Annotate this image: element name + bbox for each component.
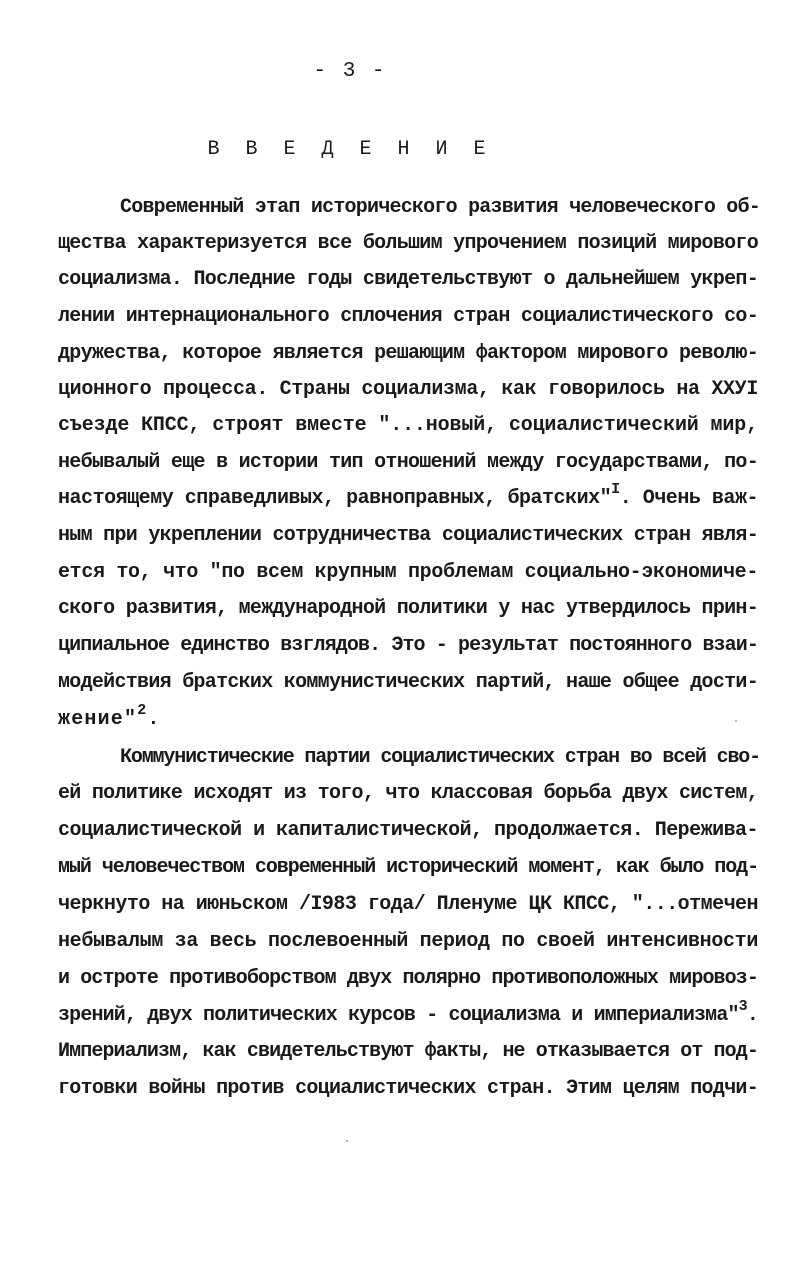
text-line: небывалый еще в истории тип отношений между государствами, по- [58, 451, 758, 474]
text-line: ционного процесса. Страны социализма, как говорилось на ХХУI [58, 378, 758, 401]
footnote-marker: 3 [738, 998, 747, 1016]
text-line: жение"$^2$. [58, 702, 161, 731]
text-line: ей политике исходят из того, что классовая борьба двух систем, [58, 782, 758, 805]
text-line: Коммунистические партии социалистических стран во всей сво- [120, 746, 760, 769]
text-line: Современный этап исторического развития человеческого об- [120, 196, 760, 219]
text-line: ципиальное единство взглядов. Это - результат постоянного взаи- [58, 634, 758, 657]
section-heading: В В Е Д Е Н И Е [207, 138, 493, 161]
text-line: дружества, которое является решающим фактором мирового револю- [58, 342, 758, 365]
footnote-marker: I [611, 481, 620, 499]
page-number: - 3 - [313, 60, 387, 83]
scan-speck [735, 720, 737, 722]
text-line: модействия братских коммунистических партий, наше общее дости- [58, 671, 758, 694]
text-line: готовки войны против социалистических стран. Этим целям подчи- [58, 1077, 758, 1100]
text-line: социализма. Последние годы свидетельствуют о дальнейшем укреп- [58, 268, 758, 291]
text-line: черкнуто на июньском /I983 года/ Пленуме ЦК КПСС, "...отмечен [58, 893, 758, 916]
footnote-marker: 2 [137, 702, 148, 720]
text-line: социалистической и капиталистической, продолжается. Пережива- [58, 819, 758, 842]
text-line: ным при укреплении сотрудничества социалистических стран явля- [58, 524, 758, 547]
text-line: Империализм, как свидетельствуют факты, не отказывается от под- [58, 1040, 758, 1063]
text-line: ского развития, международной политики у нас утвердилось прин- [58, 597, 758, 620]
text-line: съезде КПСС, строят вместе "...новый, социалистический мир, [58, 414, 758, 437]
text-line: ется то, что "по всем крупным проблемам социально-экономиче- [58, 561, 758, 584]
text-line: мый человечеством современный исторический момент, как было под- [58, 856, 758, 879]
text-line: небывалым за весь послевоенный период по своей интенсивности [58, 930, 758, 953]
text-line: щества характеризуется все большим упрочением позиций мирового [58, 232, 758, 255]
text-line: лении интернационального сплочения стран социалистического со- [58, 305, 758, 328]
text-line: зрений, двух политических курсов - социализма и империализма"$^3$. [58, 998, 758, 1027]
text-line: настоящему справедливых, равноправных, братских"$^I$. Очень важ- [58, 481, 758, 510]
scan-speck [346, 1140, 348, 1142]
text-line: и остроте противоборством двух полярно противоположных мировоз- [58, 967, 758, 990]
